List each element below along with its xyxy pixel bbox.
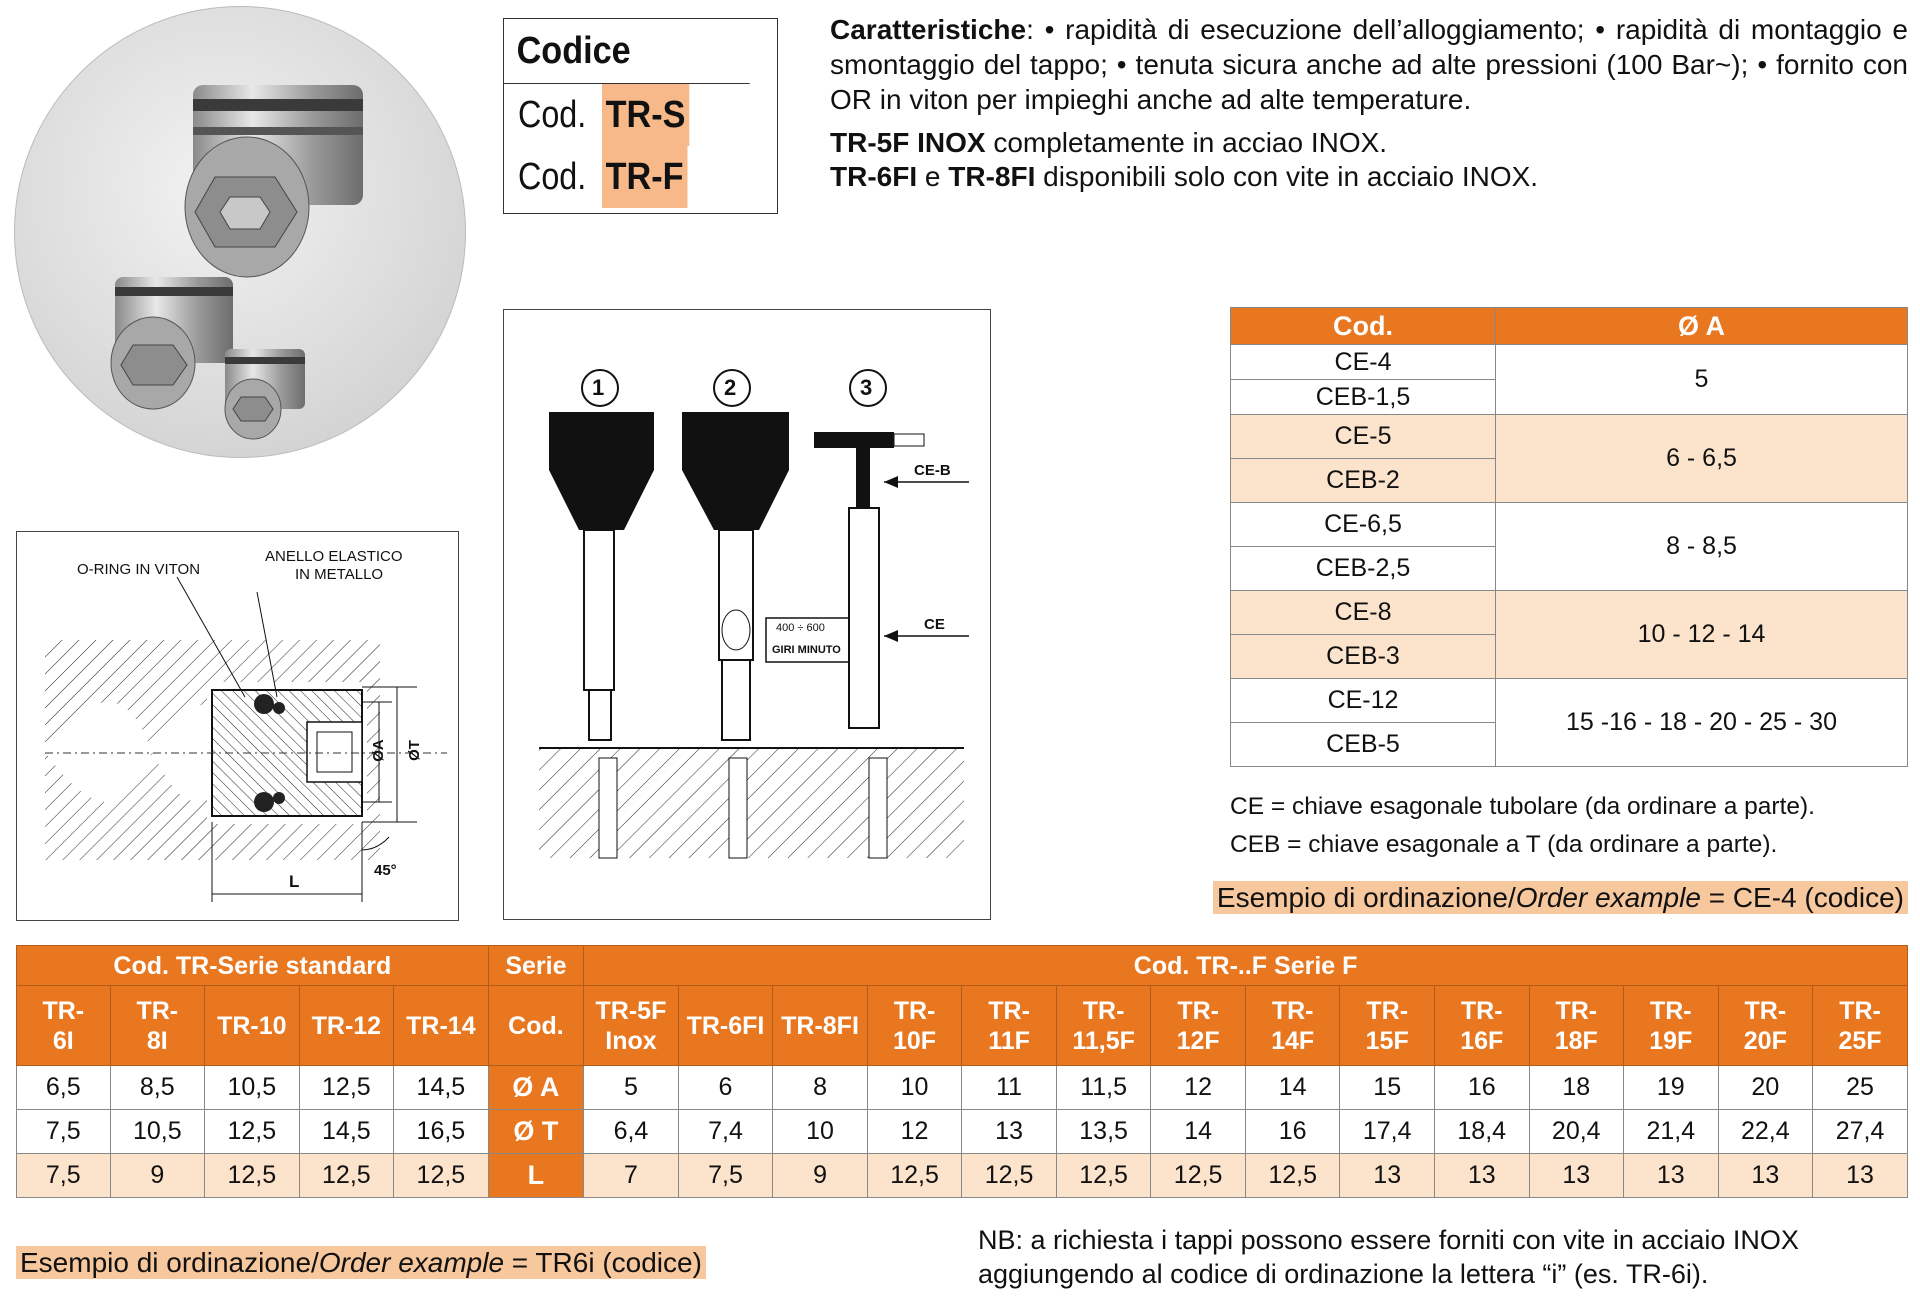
ce-code: CE-4 <box>1231 345 1496 380</box>
label-anello-1: ANELLO ELASTICO <box>265 548 403 565</box>
table-cell: 11,5 <box>1056 1066 1151 1110</box>
cross-section-diagram <box>16 531 459 921</box>
serie-label: L <box>488 1154 584 1198</box>
table-cell: 12,5 <box>299 1066 394 1110</box>
order-value: = CE-4 (codice) <box>1700 882 1904 913</box>
ce-key-table <box>1230 307 1908 767</box>
table-cell: 13 <box>1434 1154 1529 1198</box>
assembly-diagram <box>503 309 991 920</box>
order-prefix: Esempio di ordinazione/ <box>20 1247 319 1278</box>
table-row <box>1231 415 1908 459</box>
table-cell: 13 <box>1718 1154 1813 1198</box>
inox-availability: disponibili solo con vite in acciaio INOX. <box>1035 161 1539 192</box>
column-header: TR- 11F <box>962 986 1057 1066</box>
product-photo <box>14 6 466 458</box>
table-cell: 14 <box>1151 1110 1246 1154</box>
codice-code: TR-F <box>602 146 687 208</box>
label-phi-t: ØT <box>405 740 423 761</box>
table-row <box>17 1066 1908 1110</box>
ce-code: CEB-3 <box>1231 635 1496 679</box>
label-ce: CE <box>924 616 945 633</box>
table-cell: 12,5 <box>1245 1154 1340 1198</box>
ce-note: CE = chiave esagonale tubolare (da ordinare a parte). <box>1230 793 1815 820</box>
table-row <box>1231 591 1908 635</box>
table-cell: 12,5 <box>867 1154 962 1198</box>
serie-label: Ø A <box>488 1066 584 1110</box>
table-cell: 20 <box>1718 1066 1813 1110</box>
table-cell: 18 <box>1529 1066 1624 1110</box>
ce-a-value: 8 - 8,5 <box>1496 503 1908 591</box>
column-header: TR-10 <box>205 986 300 1066</box>
table-cell: 21,4 <box>1624 1110 1719 1154</box>
column-header: TR- 11,5F <box>1056 986 1151 1066</box>
table-cell: 7 <box>584 1154 679 1198</box>
codice-header: Codice <box>504 19 750 84</box>
column-header: TR- 20F <box>1718 986 1813 1066</box>
table-cell: 16 <box>1434 1066 1529 1110</box>
step-1: 1 <box>592 375 605 400</box>
table-cell: 6,5 <box>17 1066 111 1110</box>
ce-a-value: 5 <box>1496 345 1908 415</box>
table-cell: 13 <box>1813 1154 1908 1198</box>
table-cell: 12,5 <box>1056 1154 1151 1198</box>
table-cell: 6 <box>678 1066 773 1110</box>
group-serie: Serie <box>488 946 584 986</box>
table-cell: 7,5 <box>17 1154 111 1198</box>
table-cell: 18,4 <box>1434 1110 1529 1154</box>
table-cell: 14 <box>1245 1066 1340 1110</box>
table-cell: 9 <box>110 1154 205 1198</box>
label-angle: 45° <box>374 862 397 879</box>
table-row <box>17 1154 1908 1198</box>
order-prefix: Esempio di ordinazione/ <box>1216 882 1516 913</box>
tr-series-table <box>16 945 1908 1198</box>
label-l: L <box>289 872 300 891</box>
order-value: = TR6i (codice) <box>504 1247 702 1278</box>
code-tr6fi: TR-6FI <box>830 161 918 192</box>
table-cell: 12,5 <box>205 1110 300 1154</box>
ce-a-value: 15 -16 - 18 - 20 - 25 - 30 <box>1496 679 1908 767</box>
ce-order-example <box>1213 882 1908 914</box>
serie-label: Ø T <box>488 1110 584 1154</box>
inox-code: TR-5F INOX <box>830 127 986 158</box>
features-body: : • rapidità di esecuzione dell’alloggiamento; • rapidità di montaggio e smontaggio del tappo; • tenuta sicura anche ad alte pressioni (100 Bar~); • fornito con OR in viton per impieghi anche ad alte temperature. <box>830 14 1908 115</box>
label-phi-a: ØA <box>369 739 387 762</box>
codice-prefix: Cod. <box>518 94 587 136</box>
table-cell: 13 <box>962 1110 1057 1154</box>
table-cell: 8,5 <box>110 1066 205 1110</box>
column-header: TR- 6I <box>17 986 111 1066</box>
ce-code: CE-5 <box>1231 415 1496 459</box>
inox-text: completamente in acciao INOX. <box>985 127 1388 158</box>
table-cell: 12,5 <box>1151 1154 1246 1198</box>
label-rpm-1: 400 ÷ 600 <box>776 622 825 634</box>
table-cell: 12,5 <box>394 1154 489 1198</box>
step-2: 2 <box>724 375 737 400</box>
features-label: Caratteristiche <box>830 14 1027 45</box>
table-cell: 13 <box>1340 1154 1435 1198</box>
table-cell: 17,4 <box>1340 1110 1435 1154</box>
table-cell: 10 <box>773 1110 868 1154</box>
ce-code: CE-8 <box>1231 591 1496 635</box>
table-row <box>17 1110 1908 1154</box>
table-cell: 12,5 <box>962 1154 1057 1198</box>
ce-code: CEB-2,5 <box>1231 547 1496 591</box>
table-cell: 12 <box>867 1110 962 1154</box>
table-cell: 7,5 <box>17 1110 111 1154</box>
table-cell: 6,4 <box>584 1110 679 1154</box>
table-row <box>1231 679 1908 723</box>
ce-a-value: 6 - 6,5 <box>1496 415 1908 503</box>
table-cell: 11 <box>962 1066 1057 1110</box>
table-cell: 12,5 <box>205 1154 300 1198</box>
table-cell: 9 <box>773 1154 868 1198</box>
table-cell: 13,5 <box>1056 1110 1151 1154</box>
table-cell: 5 <box>584 1066 679 1110</box>
order-italic: Order example <box>1515 882 1701 913</box>
code-tr8fi: TR-8FI <box>948 161 1036 192</box>
table-cell: 10,5 <box>110 1110 205 1154</box>
table-cell: 7,5 <box>678 1154 773 1198</box>
column-header: TR-5F Inox <box>584 986 679 1066</box>
table-cell: 19 <box>1624 1066 1719 1110</box>
column-header: TR- 25F <box>1813 986 1908 1066</box>
table-cell: 22,4 <box>1718 1110 1813 1154</box>
table-cell: 20,4 <box>1529 1110 1624 1154</box>
table-cell: 15 <box>1340 1066 1435 1110</box>
column-header: TR- 14F <box>1245 986 1340 1066</box>
column-header: TR- 19F <box>1624 986 1719 1066</box>
tr-order-example <box>16 1247 706 1279</box>
column-header: TR-6FI <box>678 986 773 1066</box>
group-f: Cod. TR-..F Serie F <box>584 946 1908 986</box>
table-row <box>1231 345 1908 380</box>
table-cell: 14,5 <box>394 1066 489 1110</box>
features-text <box>830 12 1908 194</box>
column-header: TR- 15F <box>1340 986 1435 1066</box>
ce-a-value: 10 - 12 - 14 <box>1496 591 1908 679</box>
codice-box <box>503 18 778 214</box>
ce-code: CE-12 <box>1231 679 1496 723</box>
label-oring: O-RING IN VITON <box>77 561 201 578</box>
table-cell: 27,4 <box>1813 1110 1908 1154</box>
codice-code: TR-S <box>602 84 689 146</box>
table-cell: 13 <box>1529 1154 1624 1198</box>
table-row <box>1231 503 1908 547</box>
table-cell: 25 <box>1813 1066 1908 1110</box>
conj: e <box>917 161 949 192</box>
table-cell: 16,5 <box>394 1110 489 1154</box>
table-cell: 12,5 <box>299 1154 394 1198</box>
ce-header-cod: Cod. <box>1231 308 1496 345</box>
ce-code: CEB-5 <box>1231 723 1496 767</box>
table-cell: 14,5 <box>299 1110 394 1154</box>
table-cell: 10 <box>867 1066 962 1110</box>
ce-code: CEB-1,5 <box>1231 380 1496 415</box>
order-italic: Order example <box>318 1247 505 1278</box>
label-ceb: CE-B <box>914 462 951 479</box>
table-cell: 10,5 <box>205 1066 300 1110</box>
codice-row-trs <box>504 84 777 146</box>
ce-header-a: Ø A <box>1496 308 1908 345</box>
nb-note: NB: a richiesta i tappi possono essere forniti con vite in acciaio INOX aggiungendo al codice di ordinazione la lettera “i” (es. TR-6i). <box>978 1225 1799 1289</box>
table-cell: 16 <box>1245 1110 1340 1154</box>
column-header: TR- 18F <box>1529 986 1624 1066</box>
table-cell: 13 <box>1624 1154 1719 1198</box>
column-header: TR- 16F <box>1434 986 1529 1066</box>
codice-prefix: Cod. <box>518 156 587 198</box>
column-header: TR- 10F <box>867 986 962 1066</box>
ceb-note: CEB = chiave esagonale a T (da ordinare a parte). <box>1230 831 1778 858</box>
table-cell: 12 <box>1151 1066 1246 1110</box>
label-rpm-2: GIRI MINUTO <box>772 644 841 656</box>
column-header: TR-8FI <box>773 986 868 1066</box>
column-header-serie: Cod. <box>488 986 584 1066</box>
column-header: TR- 8I <box>110 986 205 1066</box>
label-anello-2: IN METALLO <box>295 566 384 583</box>
codice-row-trf <box>504 146 777 208</box>
group-standard: Cod. TR-Serie standard <box>17 946 489 986</box>
table-cell: 7,4 <box>678 1110 773 1154</box>
table-cell: 8 <box>773 1066 868 1110</box>
column-header: TR- 12F <box>1151 986 1246 1066</box>
ce-code: CE-6,5 <box>1231 503 1496 547</box>
step-3: 3 <box>860 375 873 400</box>
ce-code: CEB-2 <box>1231 459 1496 503</box>
column-header: TR-12 <box>299 986 394 1066</box>
column-header: TR-14 <box>394 986 489 1066</box>
